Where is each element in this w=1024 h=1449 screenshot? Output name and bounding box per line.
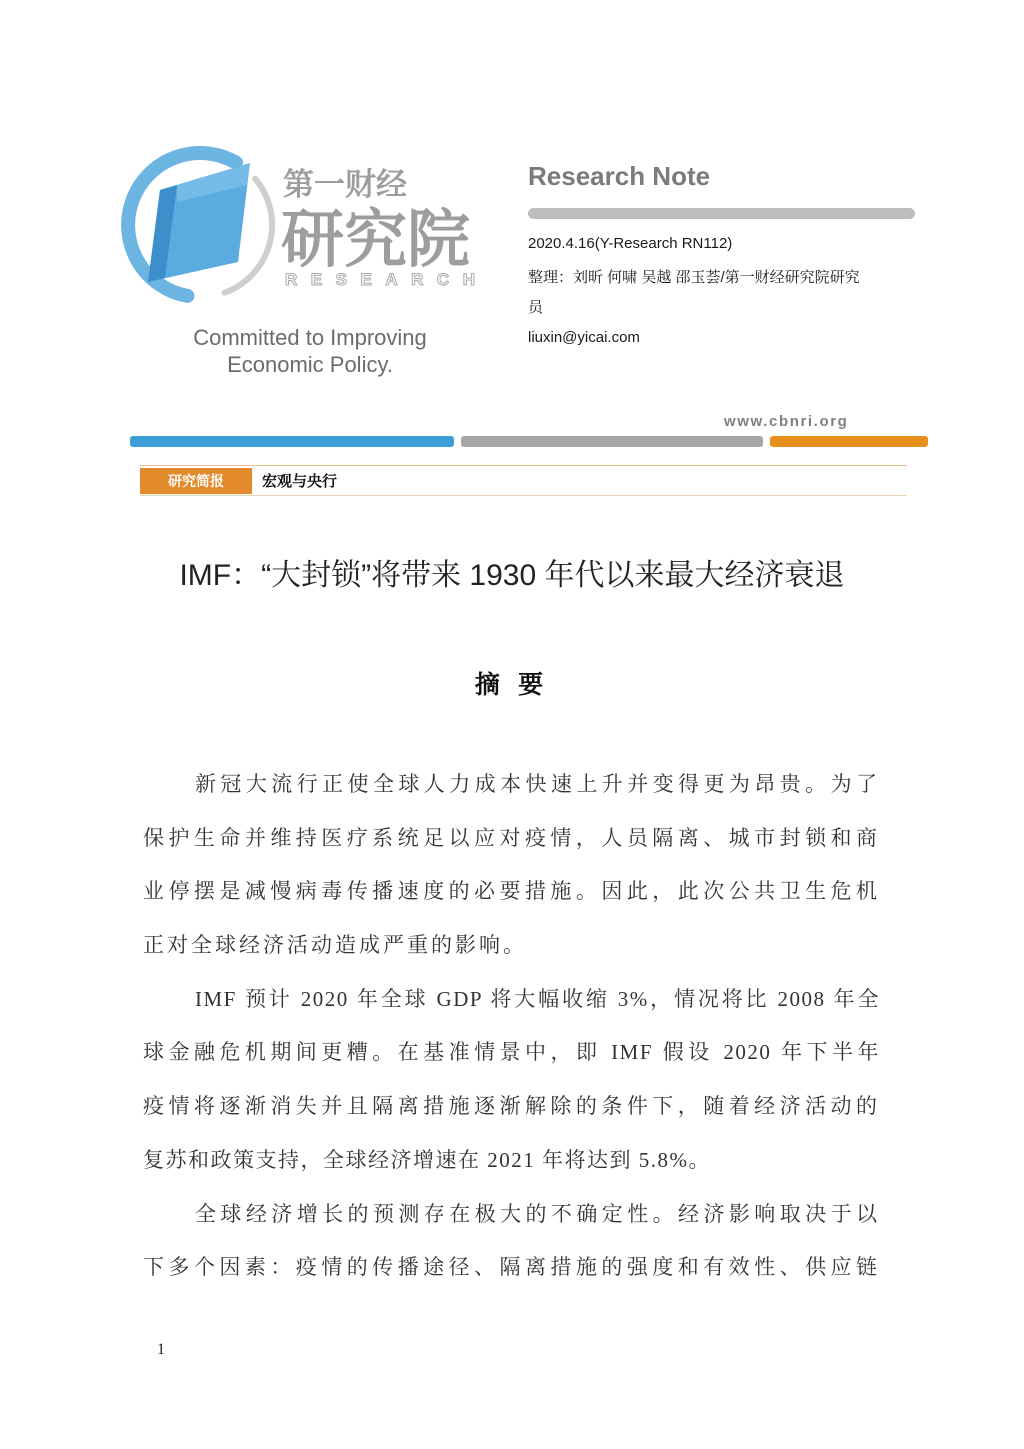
byline-line: 员	[528, 299, 544, 316]
report-meta	[528, 263, 860, 353]
author-email: liuxin@yicai.com	[528, 329, 640, 346]
report-date: 2020.4.16(Y-Research RN112)	[528, 235, 733, 252]
title-underline-bar	[528, 208, 915, 219]
paragraph-line: 业停摆是减慢病毒传播速度的必要措施。因此，此次公共卫生危机	[143, 879, 880, 904]
paragraph-line: 新冠大流行正使全球人力成本快速上升并变得更为昂贵。为了	[195, 772, 880, 796]
paragraph-line: 保护生命并维持医疗系统足以应对疫情，人员隔离、城市封锁和商	[143, 825, 880, 850]
logo-cn-top: 第一财经	[283, 167, 407, 202]
logo	[115, 140, 485, 305]
divider-bar-gray	[461, 436, 763, 447]
abstract-heading: 摘 要	[474, 672, 550, 699]
divider-bar-blue	[130, 436, 454, 447]
page-number: 1	[157, 1341, 165, 1358]
abstract-body	[143, 758, 880, 1295]
logo-cn-main: 研究院	[281, 205, 470, 275]
logo-en: RESEARCH	[285, 270, 475, 289]
paragraph-line: 球金融危机期间更糟。在基准情景中，即 IMF 假设 2020 年下半年	[143, 1040, 880, 1065]
section-category: 宏观与央行	[262, 473, 338, 490]
article-title: IMF：“大封锁”将带来 1930 年代以来最大经济衰退	[179, 559, 845, 592]
paragraph-line: 全球经济增长的预测存在极大的不确定性。经济影响取决于以	[195, 1201, 880, 1226]
tagline-line: Committed to Improving	[193, 325, 427, 350]
tagline-line: Economic Policy.	[227, 352, 393, 377]
paragraph-line: 复苏和政策支持，全球经济增速在 2021 年将达到 5.8%。	[143, 1147, 711, 1172]
paragraph-line: 疫情将逐渐消失并且隔离措施逐渐解除的条件下，随着经济活动的	[143, 1094, 880, 1119]
logo-tagline	[150, 324, 470, 378]
section-strip	[140, 465, 907, 496]
report-type-title: Research Note	[528, 161, 711, 191]
paragraph-line: IMF 预计 2020 年全球 GDP 将大幅收缩 3%，情况将比 2008 年全	[195, 986, 880, 1011]
paragraph-line: 下多个因素：疫情的传播途径、隔离措施的强度和有效性、供应链	[143, 1255, 880, 1280]
website-url: www.cbnri.org	[724, 413, 849, 430]
divider-bar-orange	[770, 436, 928, 447]
section-tag: 研究简报	[140, 468, 252, 494]
byline-line: 整理：刘昕 何啸 吴越 邵玉荟/第一财经研究院研究	[528, 269, 860, 286]
paragraph-line: 正对全球经济活动造成严重的影响。	[143, 933, 527, 958]
